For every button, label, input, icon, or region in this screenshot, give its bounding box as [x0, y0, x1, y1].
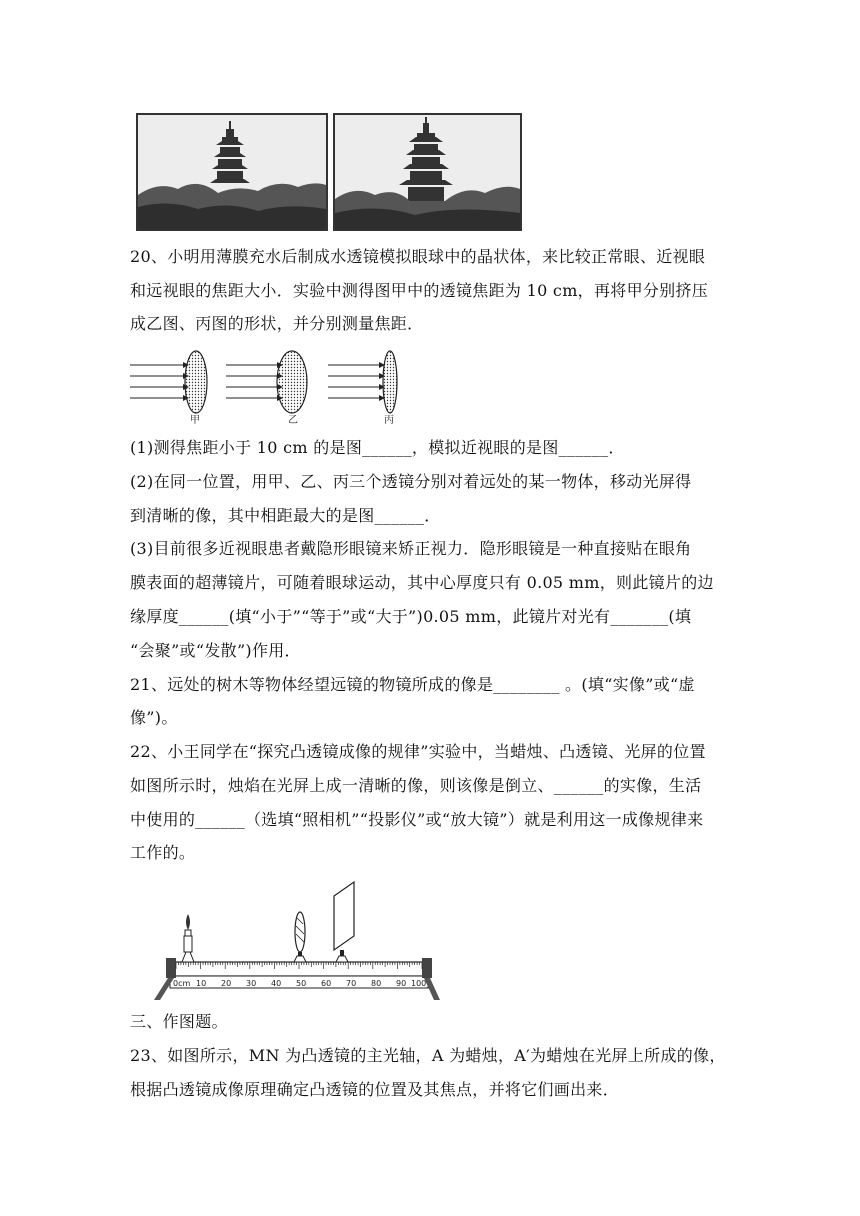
- bench-tick-70: 70: [346, 979, 357, 988]
- q20-text-line-3: 成乙图、丙图的形状，并分别测量焦距．: [130, 314, 424, 333]
- q20-part2-line-1: (2)在同一位置，用甲、乙、丙三个透镜分别对着远处的某一物体，移动光屏得: [130, 472, 692, 491]
- q20-part3-line-3: 缘厚度______(填“小于”“等于”或“大于”)0.05 mm，此镜片对光有_______(填: [130, 607, 692, 626]
- lens-label-jia: 甲: [190, 415, 200, 426]
- bench-tick-80: 80: [371, 979, 382, 988]
- q22-text-line-1: 22、小王同学在“探究凸透镜成像的规律”实验中，当蜡烛、凸透镜、光屏的位置: [130, 742, 706, 761]
- bench-tick-10: 10: [196, 979, 207, 988]
- optical-bench-diagram: [150, 878, 440, 1002]
- pagoda-photo-right: [333, 113, 522, 231]
- bench-tick-30: 30: [246, 979, 257, 988]
- q20-text-line-1: 20、小明用薄膜充水后制成水透镜模拟眼球中的晶状体，来比较正常眼、近视眼: [130, 247, 706, 266]
- lens-jia: [130, 351, 207, 413]
- lens-bing: [328, 351, 397, 413]
- q22-text-line-2: 如图所示时，烛焰在光屏上成一清晰的像，则该像是倒立、______的实像，生活: [130, 776, 702, 795]
- bench-tick-0: 0cm: [173, 979, 191, 988]
- candle: [182, 914, 194, 962]
- q21-text-line-1: 21、远处的树木等物体经望远镜的物镜所成的像是________ 。(填“实像”或“虚: [130, 675, 695, 694]
- bench-tick-100: 100: [411, 979, 427, 988]
- lens-label-yi: 乙: [288, 415, 298, 426]
- bench-tick-20: 20: [221, 979, 232, 988]
- lens-yi: [226, 351, 307, 413]
- q20-part2-line-2: 到清晰的像，其中相距最大的是图______．: [130, 506, 441, 525]
- q22-text-line-4: 工作的。: [130, 843, 196, 862]
- bench-tick-90: 90: [396, 979, 407, 988]
- bench-tick-40: 40: [271, 979, 282, 988]
- three-lens-diagram: [128, 345, 408, 427]
- section-3-heading: 三、作图题。: [130, 1012, 228, 1031]
- q22-text-line-3: 中使用的______（选填“照相机”“投影仪”或“放大镜”）就是利用这一成像规律来: [130, 810, 704, 829]
- q23-text-line-2: 根据凸透镜成像原理确定凸透镜的位置及其焦点，并将它们画出来．: [130, 1080, 620, 1099]
- pagoda-photo-left: [136, 113, 328, 231]
- q20-part3-line-2: 膜表面的超薄镜片，可随着眼球运动，其中心厚度只有 0.05 mm，则此镜片的边: [130, 573, 714, 592]
- q20-part3-line-1: (3)目前很多近视眼患者戴隐形眼镜来矫正视力．隐形眼镜是一种直接贴在眼角: [130, 539, 692, 558]
- q20-part1: (1)测得焦距小于 10 cm 的是图______，模拟近视眼的是图______．: [130, 438, 625, 457]
- q21-text-line-2: 像”)。: [130, 708, 178, 727]
- bench-tick-50: 50: [296, 979, 307, 988]
- bench-tick-60: 60: [321, 979, 332, 988]
- q20-text-line-2: 和远视眼的焦距大小．实验中测得图甲中的透镜焦距为 10 cm，再将甲分别挤压: [130, 281, 709, 300]
- q20-part3-line-4: “会聚”或“发散”)作用．: [130, 641, 301, 660]
- convex-lens: [294, 912, 306, 962]
- light-screen: [334, 882, 354, 962]
- q23-text-line-1: 23、如图所示，MN 为凸透镜的主光轴，A 为蜡烛，A′为蜡烛在光屏上所成的像，: [130, 1046, 726, 1065]
- lens-label-bing: 丙: [384, 415, 394, 426]
